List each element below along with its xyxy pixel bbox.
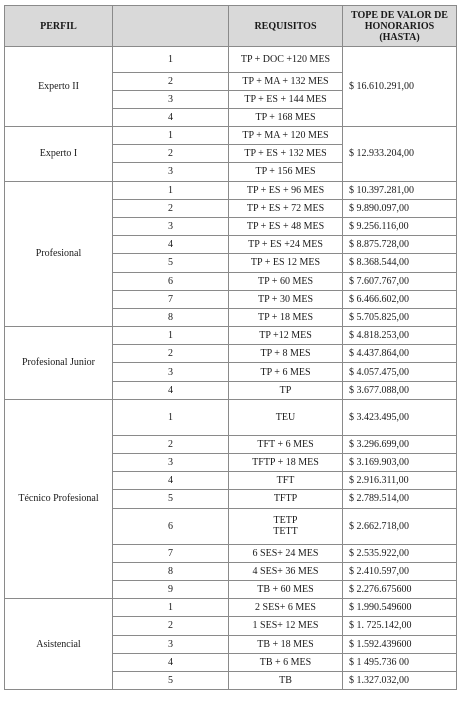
- tope-cell: $ 10.397.281,00: [343, 181, 457, 199]
- row-number-cell: 6: [113, 508, 229, 544]
- table-row: [5, 327, 457, 345]
- requisito-cell: TETP TETT: [229, 508, 343, 544]
- row-number-cell: 5: [113, 671, 229, 689]
- table-row: [5, 181, 457, 199]
- row-number-cell: 8: [113, 308, 229, 326]
- row-number-cell: 4: [113, 236, 229, 254]
- row-number-cell: 4: [113, 109, 229, 127]
- requisito-cell: TP + 60 MES: [229, 272, 343, 290]
- perfil-cell: Experto II: [5, 47, 113, 127]
- row-number-cell: 2: [113, 345, 229, 363]
- row-number-cell: 7: [113, 544, 229, 562]
- tope-cell: $ 1. 725.142,00: [343, 617, 457, 635]
- tope-cell: $ 2.276.675600: [343, 580, 457, 598]
- requisito-cell: TFT: [229, 472, 343, 490]
- row-number-cell: 2: [113, 73, 229, 91]
- header-requisitos: REQUISITOS: [229, 6, 343, 47]
- tope-cell: $ 3.677.088,00: [343, 381, 457, 399]
- requisito-cell: TEU: [229, 399, 343, 435]
- row-number-cell: 1: [113, 399, 229, 435]
- requisito-cell: TFT + 6 MES: [229, 435, 343, 453]
- perfil-cell: Asistencial: [5, 599, 113, 690]
- row-number-cell: 2: [113, 617, 229, 635]
- perfil-cell: Experto I: [5, 127, 113, 182]
- tope-cell: $ 1.990.549600: [343, 599, 457, 617]
- row-number-cell: 3: [113, 363, 229, 381]
- tope-cell: $ 3.296.699,00: [343, 435, 457, 453]
- requisito-cell: TP +12 MES: [229, 327, 343, 345]
- requisito-cell: TP + DOC +120 MES: [229, 47, 343, 73]
- header-perfil: PERFIL: [5, 6, 113, 47]
- table-row: [5, 47, 457, 73]
- row-number-cell: 1: [113, 327, 229, 345]
- requisito-cell: TP + 18 MES: [229, 308, 343, 326]
- tope-cell: $ 1.592.439600: [343, 635, 457, 653]
- requisito-cell: TP + 8 MES: [229, 345, 343, 363]
- requisito-cell: TP + ES + 96 MES: [229, 181, 343, 199]
- header-blank: [113, 6, 229, 47]
- tope-cell: $ 16.610.291,00: [343, 47, 457, 127]
- requisito-cell: TP + 6 MES: [229, 363, 343, 381]
- tope-cell: $ 4.437.864,00: [343, 345, 457, 363]
- row-number-cell: 4: [113, 381, 229, 399]
- tope-cell: $ 8.368.544,00: [343, 254, 457, 272]
- tope-cell: $ 9.890.097,00: [343, 199, 457, 217]
- table-row: [5, 127, 457, 145]
- requisito-cell: TP + 30 MES: [229, 290, 343, 308]
- row-number-cell: 4: [113, 472, 229, 490]
- tope-cell: $ 2.410.597,00: [343, 562, 457, 580]
- row-number-cell: 1: [113, 127, 229, 145]
- requisito-cell: TP + ES +24 MES: [229, 236, 343, 254]
- requisito-cell: TP + ES + 132 MES: [229, 145, 343, 163]
- tope-cell: $ 4.818.253,00: [343, 327, 457, 345]
- header-row: [5, 6, 457, 47]
- row-number-cell: 1: [113, 599, 229, 617]
- requisito-cell: TP + MA + 120 MES: [229, 127, 343, 145]
- tope-cell: $ 7.607.767,00: [343, 272, 457, 290]
- tope-cell: $ 9.256.116,00: [343, 217, 457, 235]
- requisito-cell: TB + 6 MES: [229, 653, 343, 671]
- requisito-cell: TB + 18 MES: [229, 635, 343, 653]
- requisito-cell: 6 SES+ 24 MES: [229, 544, 343, 562]
- row-number-cell: 6: [113, 272, 229, 290]
- tope-cell: $ 1 495.736 00: [343, 653, 457, 671]
- requisito-cell: TP + MA + 132 MES: [229, 73, 343, 91]
- row-number-cell: 2: [113, 199, 229, 217]
- requisito-cell: TP: [229, 381, 343, 399]
- row-number-cell: 2: [113, 145, 229, 163]
- tope-cell: $ 5.705.825,00: [343, 308, 457, 326]
- tope-cell: $ 2.662.718,00: [343, 508, 457, 544]
- tope-cell: $ 12.933.204,00: [343, 127, 457, 182]
- row-number-cell: 8: [113, 562, 229, 580]
- row-number-cell: 3: [113, 163, 229, 181]
- row-number-cell: 3: [113, 635, 229, 653]
- table-row: [5, 399, 457, 435]
- tope-cell: $ 6.466.602,00: [343, 290, 457, 308]
- row-number-cell: 3: [113, 454, 229, 472]
- tope-cell: $ 2.789.514,00: [343, 490, 457, 508]
- row-number-cell: 4: [113, 653, 229, 671]
- tope-cell: $ 8.875.728,00: [343, 236, 457, 254]
- requisito-cell: TP + 168 MES: [229, 109, 343, 127]
- requisito-cell: TP + ES 12 MES: [229, 254, 343, 272]
- requisito-cell: 1 SES+ 12 MES: [229, 617, 343, 635]
- row-number-cell: 2: [113, 435, 229, 453]
- row-number-cell: 1: [113, 47, 229, 73]
- requisito-cell: TP + ES + 72 MES: [229, 199, 343, 217]
- requisito-cell: 4 SES+ 36 MES: [229, 562, 343, 580]
- row-number-cell: 5: [113, 254, 229, 272]
- row-number-cell: 9: [113, 580, 229, 598]
- header-tope: TOPE DE VALOR DE HONORARIOS (HASTA): [343, 6, 457, 47]
- requisito-cell: TP + ES + 144 MES: [229, 91, 343, 109]
- table-row: [5, 599, 457, 617]
- tope-cell: $ 3.423.495,00: [343, 399, 457, 435]
- requisito-cell: 2 SES+ 6 MES: [229, 599, 343, 617]
- row-number-cell: 1: [113, 181, 229, 199]
- requisito-cell: TFTP: [229, 490, 343, 508]
- requisito-cell: TP + ES + 48 MES: [229, 217, 343, 235]
- tope-cell: $ 1.327.032,00: [343, 671, 457, 689]
- row-number-cell: 3: [113, 217, 229, 235]
- row-number-cell: 3: [113, 91, 229, 109]
- row-number-cell: 7: [113, 290, 229, 308]
- tope-cell: $ 2.916.311,00: [343, 472, 457, 490]
- tope-cell: $ 4.057.475,00: [343, 363, 457, 381]
- requisito-cell: TB: [229, 671, 343, 689]
- requisito-cell: TP + 156 MES: [229, 163, 343, 181]
- perfil-cell: Profesional: [5, 181, 113, 327]
- row-number-cell: 5: [113, 490, 229, 508]
- table-body: [5, 47, 457, 690]
- requisito-cell: TFTP + 18 MES: [229, 454, 343, 472]
- tope-cell: $ 3.169.903,00: [343, 454, 457, 472]
- tope-cell: $ 2.535.922,00: [343, 544, 457, 562]
- honorarios-table: [4, 5, 457, 690]
- perfil-cell: Profesional Junior: [5, 327, 113, 400]
- requisito-cell: TB + 60 MES: [229, 580, 343, 598]
- perfil-cell: Técnico Profesional: [5, 399, 113, 598]
